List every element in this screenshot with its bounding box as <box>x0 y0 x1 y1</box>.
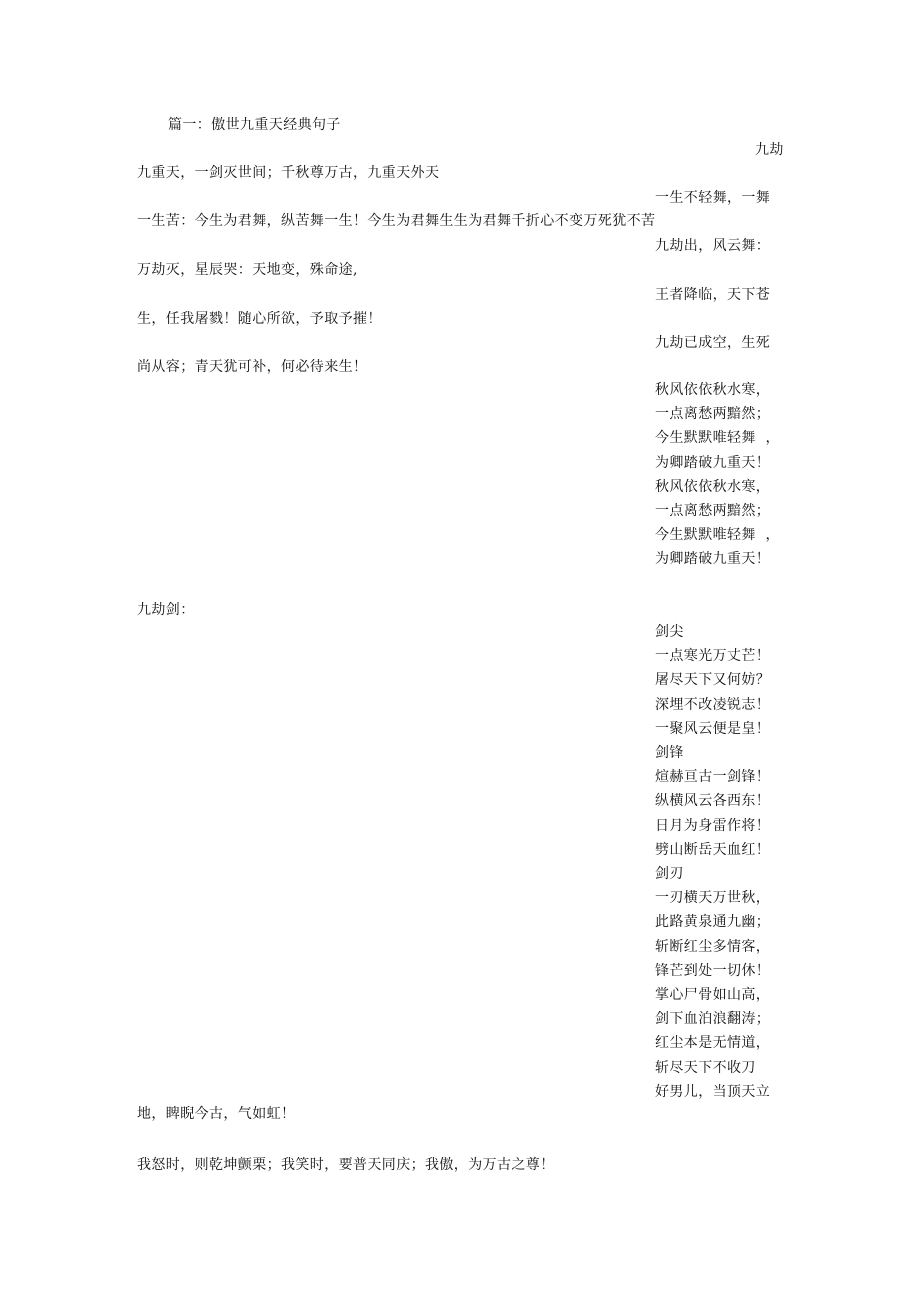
sword-heading: 九劫剑： <box>137 602 195 618</box>
poem-line: 秋风依依秋水寒， <box>655 478 771 495</box>
verse-line: 好男儿，当顶天立 <box>655 1083 771 1100</box>
verse-line: 掌心尸骨如山高， <box>655 987 771 1004</box>
left-line-5: 尚从容；青天犹可补，何必待来生！ <box>137 359 368 375</box>
left-line-4: 生，任我屠戮！随心所欲，予取予摧！ <box>137 311 382 327</box>
right-line-5: 九劫已成空，生死 <box>655 335 771 351</box>
verse-line: 剑锋 <box>655 745 684 762</box>
verse-line: 剑下血泊浪翻涛； <box>655 1011 771 1028</box>
sword-verses <box>655 620 770 1104</box>
verse-line: 锋芒到处一切休！ <box>655 962 771 979</box>
poem-line: 今生默默唯轻舞 ， <box>655 527 780 544</box>
poem-block <box>655 378 780 572</box>
verse-line: 斩尽天下不收刀 <box>655 1059 756 1076</box>
right-line-2: 一生不轻舞，一舞 <box>655 190 771 206</box>
poem-line: 为卿踏破九重天！ <box>655 551 771 568</box>
left-line-2: 一生苦：今生为君舞，纵苦舞一生！今生为君舞生生为君舞千折心不变万死犹不苦 <box>137 213 656 229</box>
verse-line: 日月为身雷作将！ <box>655 817 771 834</box>
closing-line-2: 我怒时，则乾坤颤栗；我笑时，要普天同庆；我傲，为万古之尊！ <box>137 1157 555 1173</box>
verse-line: 一点寒光万丈芒！ <box>655 648 771 665</box>
right-line-3: 九劫出，风云舞： <box>655 238 771 254</box>
verse-line: 剑尖 <box>655 624 684 640</box>
verse-line: 此路黄泉通九幽； <box>655 914 771 931</box>
verse-line: 劈山断岳天血红！ <box>655 841 771 858</box>
page-title: 篇一：傲世九重天经典句子 <box>168 117 341 133</box>
verse-line: 煊赫亘古一剑锋！ <box>655 769 771 786</box>
verse-line: 一刃横天万世秋， <box>655 890 771 907</box>
verse-line: 屠尽天下又何妨？ <box>655 672 771 689</box>
verse-line: 深埋不改凌锐志！ <box>655 696 771 713</box>
verse-line: 纵横风云各西东！ <box>655 793 771 810</box>
verse-line: 一聚风云便是皇！ <box>655 720 771 737</box>
verse-line: 红尘本是无情道， <box>655 1035 771 1052</box>
verse-line: 斩断红尘多情客， <box>655 938 771 955</box>
closing-line-1: 地，睥睨今古，气如虹！ <box>137 1106 296 1122</box>
poem-line: 一点离愁两黯然； <box>655 503 771 520</box>
verse-line: 剑刃 <box>655 866 684 883</box>
poem-line: 为卿踏破九重天！ <box>655 454 771 471</box>
poem-line: 一点离愁两黯然； <box>655 406 771 423</box>
poem-line: 今生默默唯轻舞 ， <box>655 430 780 447</box>
left-line-1: 九重天，一剑灭世间；千秋尊万古，九重天外天 <box>137 165 440 181</box>
right-line-4: 王者降临，天下苍 <box>655 287 771 303</box>
right-line-1: 九劫 <box>755 142 784 158</box>
left-line-3: 万劫灭，星辰哭：天地变，殊命途, <box>137 262 358 278</box>
poem-line: 秋风依依秋水寒， <box>655 382 771 398</box>
